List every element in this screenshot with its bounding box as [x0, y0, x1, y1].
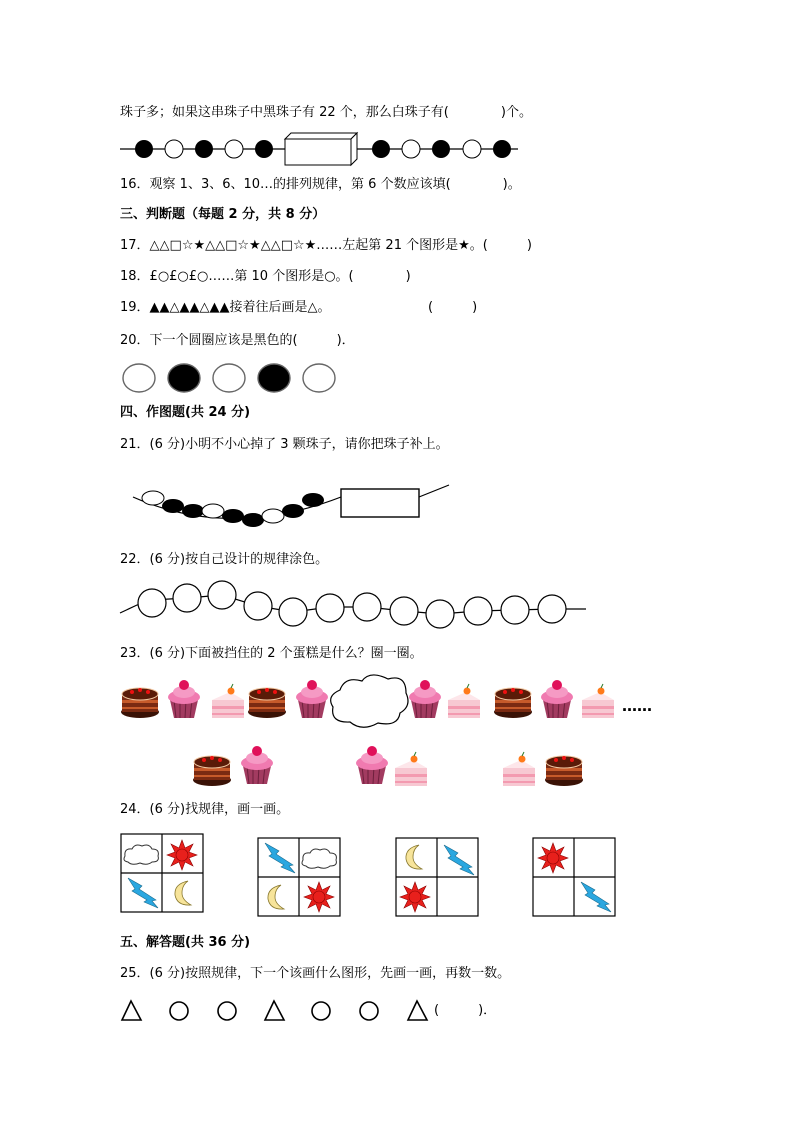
q19-text: 19．▲▲△▲▲△▲▲接着往后画是△。 [120, 300, 331, 315]
section5-heading: 五、解答题(共 36 分) [120, 935, 251, 950]
q25-text: 25．(6 分)按照规律，下一个该画什么图形，先画一画，再数一数。 [120, 966, 511, 981]
q19-answer-paren: ( ) [428, 300, 478, 315]
q22-text: 22．(6 分)按自己设计的规律涂色。 [120, 552, 329, 567]
q16-text: 16．观察 1、3、6、10…的排列规律，第 6 个数应该填( )。 [120, 177, 521, 192]
q23-ellipsis: …… [622, 697, 652, 715]
triangle [408, 1001, 427, 1020]
q24-text: 24．(6 分)找规律，画一画。 [120, 802, 290, 817]
circle [218, 1002, 236, 1020]
q21-text: 21．(6 分)小明不小心掉了 3 颗珠子，请你把珠子补上。 [120, 437, 449, 452]
q25-answer-paren: ( )． [434, 1003, 497, 1018]
q18-text: 18．£○£○£○……第 10 个图形是○。( ) [120, 269, 411, 284]
circle [360, 1002, 378, 1020]
triangle [122, 1001, 141, 1020]
circle [170, 1002, 188, 1020]
q23-text: 23．(6 分)下面被挡住的 2 个蛋糕是什么？圈一圈。 [120, 646, 423, 661]
q20-text: 20．下一个圆圈应该是黑色的( )． [120, 333, 355, 348]
section4-heading: 四、作图题(共 24 分) [120, 405, 251, 420]
triangle [265, 1001, 284, 1020]
q15-text: 珠子多；如果这串珠子中黑珠子有 22 个，那么白珠子有( )个。 [120, 105, 532, 120]
circle [312, 1002, 330, 1020]
section3-heading: 三、判断题（每题 2 分，共 8 分） [120, 207, 326, 222]
q17-text: 17．△△□☆★△△□☆★△△□☆★……左起第 21 个图形是★。( ) [120, 238, 532, 253]
